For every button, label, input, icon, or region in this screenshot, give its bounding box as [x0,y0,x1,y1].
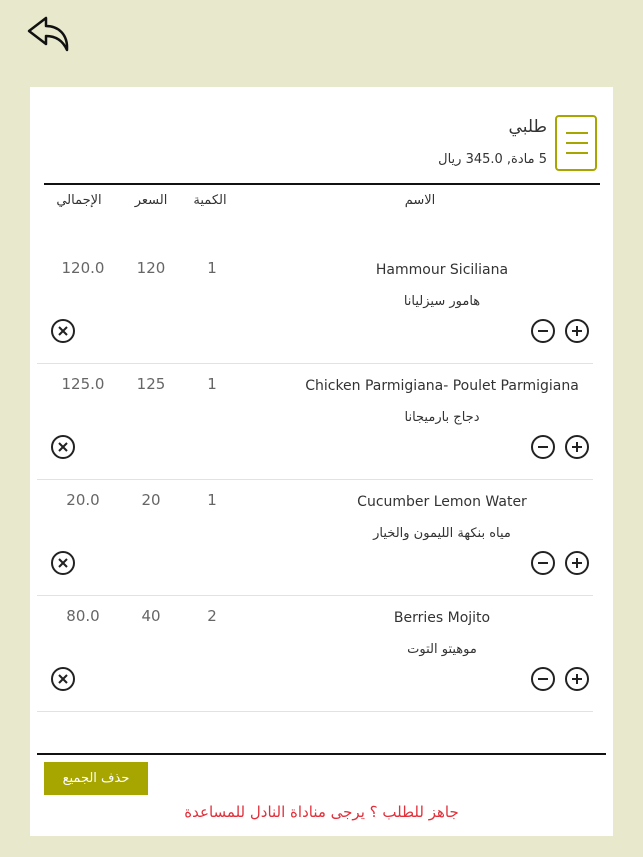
increase-quantity-button[interactable] [565,667,589,691]
help-message: جاهز للطلب ؟ يرجى مناداة النادل للمساعدة [184,803,459,821]
column-total: الإجمالي [56,193,102,208]
plus-icon [567,553,587,573]
decrease-quantity-button[interactable] [531,667,555,691]
item-name-ar: مياه بنكهة الليمون والخيار [373,526,511,541]
item-total: 120.0 [61,259,105,277]
item-price: 20 [141,491,161,509]
close-icon [53,553,73,573]
item-total: 20.0 [66,491,100,509]
item-name-en: Hammour Siciliana [375,262,509,278]
order-card [30,87,613,836]
item-quantity: 2 [207,607,217,625]
item-name-en: Chicken Parmigiana- Poulet Parmigiana [305,378,579,394]
increase-quantity-button[interactable] [565,551,589,575]
remove-item-button[interactable] [51,551,75,575]
table-row [37,363,593,480]
minus-icon [533,669,553,689]
reply-arrow-icon [26,14,72,54]
table-row [37,595,593,712]
column-price: السعر [134,193,168,208]
footer-divider [37,753,606,755]
table-row [37,479,593,596]
back-button[interactable] [26,14,72,54]
column-quantity: الكمية [193,193,227,208]
minus-icon [533,437,553,457]
delete-all-button[interactable]: حذف الجميع [44,762,148,795]
plus-icon [567,437,587,457]
header-divider [44,183,600,185]
item-price: 120 [136,259,166,277]
increase-quantity-button[interactable] [565,319,589,343]
item-name-en: Berries Mojito [393,610,491,626]
remove-item-button[interactable] [51,667,75,691]
remove-item-button[interactable] [51,319,75,343]
decrease-quantity-button[interactable] [531,551,555,575]
close-icon [53,437,73,457]
item-price: 125 [136,375,166,393]
item-name-ar: دجاج بارميجانا [404,410,480,425]
item-price: 40 [141,607,161,625]
item-name-ar: هامور سيزليانا [403,294,481,309]
table-row [37,247,593,364]
item-total: 80.0 [66,607,100,625]
plus-icon [567,321,587,341]
order-summary: 5 مادة, 345.0 ريال [438,152,547,167]
minus-icon [533,553,553,573]
column-name: الاسم [404,193,436,208]
item-quantity: 1 [207,259,217,277]
increase-quantity-button[interactable] [565,435,589,459]
minus-icon [533,321,553,341]
remove-item-button[interactable] [51,435,75,459]
order-title: طلبي [508,117,547,137]
close-icon [53,669,73,689]
item-name-en: Cucumber Lemon Water [357,494,527,510]
decrease-quantity-button[interactable] [531,435,555,459]
item-quantity: 1 [207,375,217,393]
decrease-quantity-button[interactable] [531,319,555,343]
item-name-ar: موهيتو التوت [407,642,477,657]
item-quantity: 1 [207,491,217,509]
item-total: 125.0 [61,375,105,393]
plus-icon [567,669,587,689]
close-icon [53,321,73,341]
order-list-icon [554,114,600,172]
